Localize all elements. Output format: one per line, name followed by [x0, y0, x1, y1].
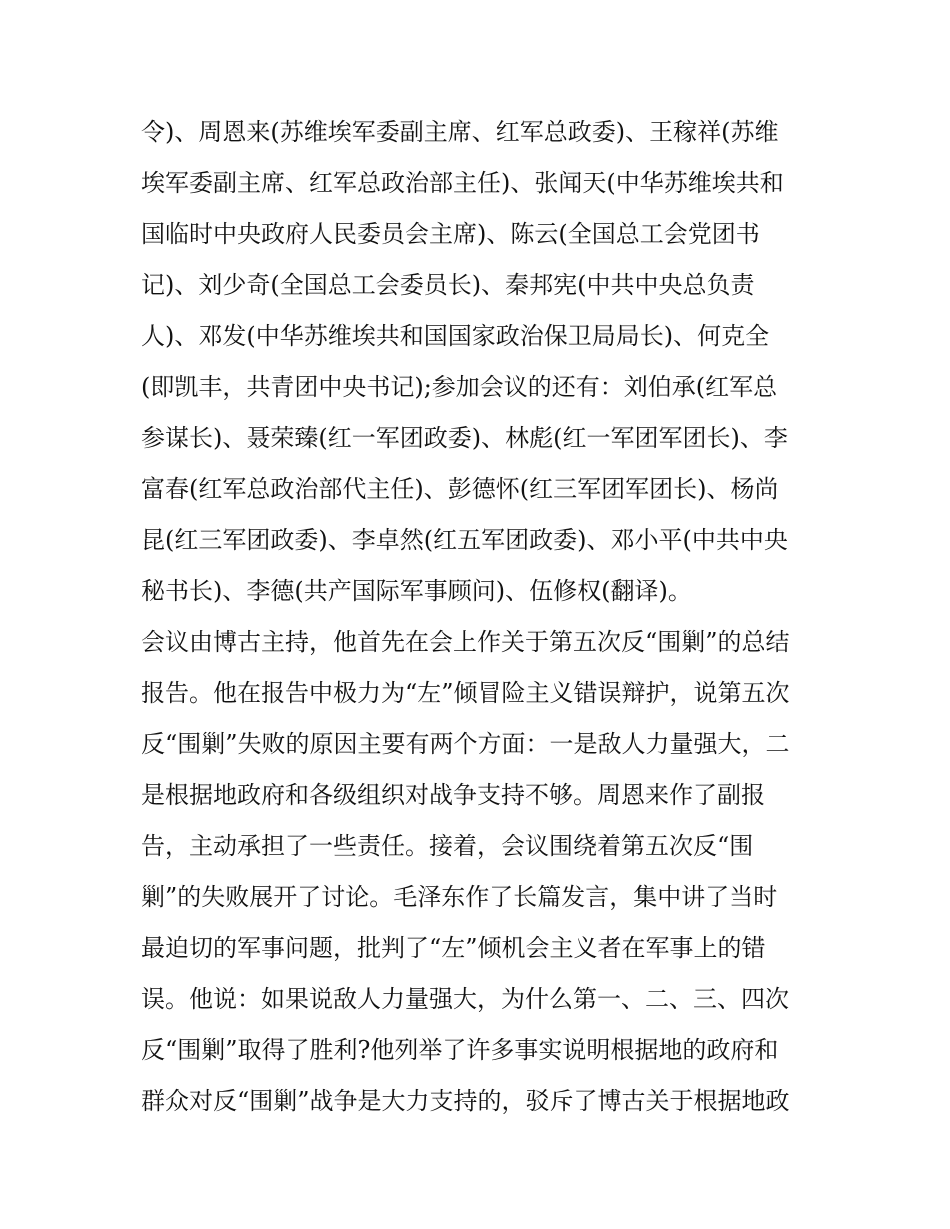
text-line: 群众对反“围剿”战争是大力支持的，驳斥了博古关于根据地政 [141, 1087, 790, 1115]
text-line: 记)、刘少奇(全国总工会委员长)、秦邦宪(中共中央总负责 [141, 271, 755, 299]
text-line: 会议由博古主持，他首先在会上作关于第五次反“围剿”的总结 [141, 628, 790, 656]
text-line: 昆(红三军团政委)、李卓然(红五军团政委)、邓小平(中共中央 [141, 526, 788, 554]
text-line: 富春(红军总政治部代主任)、彭德怀(红三军团军团长)、杨尚 [141, 475, 779, 503]
text-line: 参谋长)、聂荣臻(红一军团政委)、林彪(红一军团军团长)、李 [141, 424, 788, 452]
text-line: 剿”的失败展开了讨论。毛泽东作了长篇发言，集中讲了当时 [141, 883, 778, 911]
text-line: 报告。他在报告中极力为“左”倾冒险主义错误辩护，说第五次 [141, 679, 790, 707]
text-line: 最迫切的军事问题，批判了“左”倾机会主义者在军事上的错 [141, 934, 766, 962]
text-line: 令)、周恩来(苏维埃军委副主席、红军总政委)、王稼祥(苏维 [141, 118, 779, 146]
text-line: 人)、邓发(中华苏维埃共和国国家政治保卫局局长)、何克全 [141, 322, 770, 350]
text-line: 误。他说：如果说敌人力量强大，为什么第一、二、三、四次 [141, 985, 789, 1013]
body-text [141, 107, 821, 1127]
text-line: (即凯丰，共青团中央书记);参加会议的还有：刘伯承(红军总 [141, 373, 778, 401]
text-line: 秘书长)、李德(共产国际军事顾问)、伍修权(翻译)。 [141, 577, 692, 605]
text-line: 国临时中央政府人民委员会主席)、陈云(全国总工会党团书 [141, 220, 760, 248]
text-line: 反“围剿”取得了胜利?他列举了许多事实说明根据地的政府和 [141, 1036, 779, 1064]
text-line: 反“围剿”失败的原因主要有两个方面：一是敌人力量强大，二 [141, 730, 790, 758]
text-line: 是根据地政府和各级组织对战争支持不够。周恩来作了副报 [141, 781, 765, 809]
text-line: 埃军委副主席、红军总政治部主任)、张闻天(中华苏维埃共和 [141, 169, 784, 197]
text-line: 告，主动承担了一些责任。接着，会议围绕着第五次反“围 [141, 832, 754, 860]
